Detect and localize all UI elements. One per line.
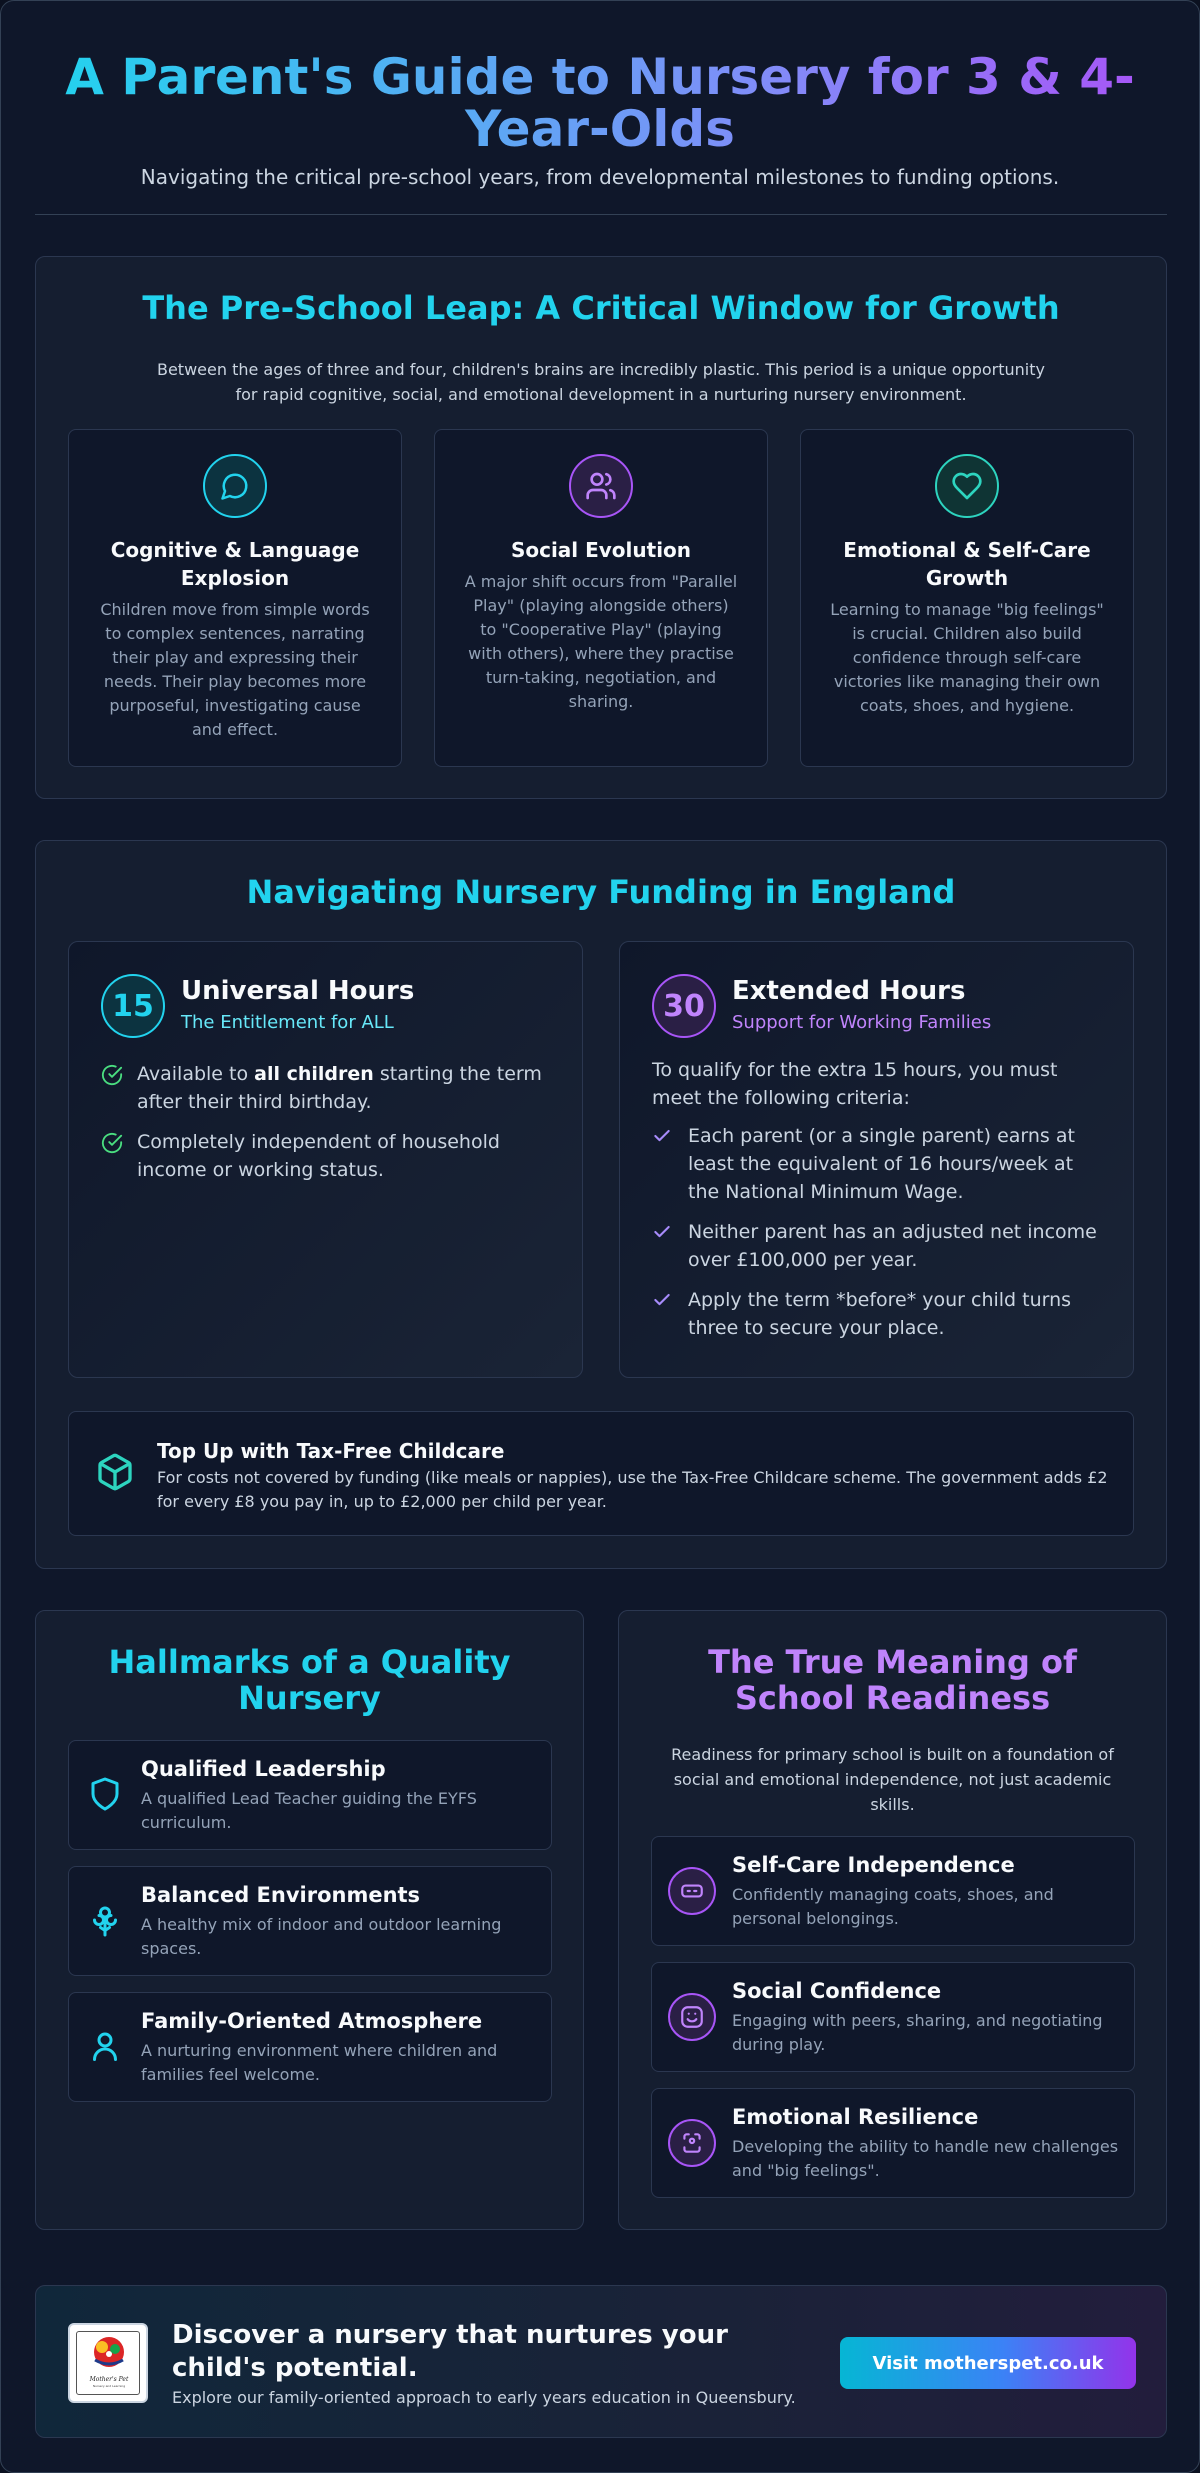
box-text: For costs not covered by funding (like meals or nappies), use the Tax-Free Childcare scheme. The government adds £2 for every £8 you pay in, up to £2,000 per child per year.: [157, 1468, 1108, 1511]
item-title: Emotional Resilience: [732, 2105, 979, 2129]
item-text: Developing the ability to handle new challenges and "big feelings".: [732, 2137, 1119, 2180]
criteria-list: [101, 1060, 551, 1196]
smile-icon: [668, 1993, 716, 2041]
visit-website-button[interactable]: Visit motherspet.co.uk: [840, 2337, 1136, 2389]
check-icon: [652, 1222, 672, 1250]
card-text: A major shift occurs from "Parallel Play" (playing alongside others) to "Cooperative Play" (playing with others), where they practise turn-taking, negotiation, and sharing.: [464, 572, 738, 711]
card-cognitive: [68, 429, 402, 767]
list-item: Available to all children starting the term after their third birthday.: [101, 1060, 551, 1116]
readiness-item: [651, 1962, 1135, 2072]
hallmark-item: [68, 1992, 552, 2102]
list-item: Completely independent of household income or working status.: [101, 1128, 551, 1184]
speech-bubble-icon: [203, 454, 267, 518]
list-item: Apply the term *before* your child turns three to secure your place.: [652, 1286, 1107, 1342]
list-item: Neither parent has an adjusted net income over £100,000 per year.: [652, 1218, 1107, 1274]
readiness-item: [651, 2088, 1135, 2198]
logo: [68, 2323, 148, 2403]
section-lead: Readiness for primary school is built on a foundation of social and emotional independence, not just academic skills.: [671, 1745, 1114, 1814]
item-text: Engaging with peers, sharing, and negotiating during play.: [732, 2011, 1103, 2054]
shield-icon: [87, 1776, 123, 1816]
card-social: [434, 429, 768, 767]
cta-title: Discover a nursery that nurtures your child's potential.: [172, 2320, 728, 2383]
divider: [35, 214, 1167, 215]
hours-badge: 15: [101, 974, 165, 1038]
hours-badge: 30: [652, 974, 716, 1038]
card-title: Cognitive & Language Explosion: [110, 538, 360, 590]
item-title: Social Confidence: [732, 1979, 942, 2003]
readiness-section: [618, 1610, 1167, 2230]
extended-hours-card: [619, 941, 1134, 1378]
check-circle-icon: [101, 1064, 123, 1094]
tree-icon: [87, 1902, 123, 1942]
hallmark-item: [68, 1740, 552, 1850]
heart-icon: [935, 454, 999, 518]
funding-section: [35, 840, 1167, 1569]
person-icon: [87, 2028, 123, 2068]
check-icon: [652, 1290, 672, 1318]
card-text: Children move from simple words to complex sentences, narrating their play and expressing their needs. Their play becomes more purposeful, investigating cause and effect.: [100, 600, 370, 739]
criteria-intro: To qualify for the extra 15 hours, you must meet the following criteria:: [652, 1059, 1058, 1109]
item-title: Self-Care Independence: [732, 1853, 1015, 1877]
page-subtitle: Navigating the critical pre-school years, from developmental milestones to funding options.: [140, 165, 1060, 189]
section-title: The True Meaning of School Readiness: [708, 1643, 1077, 1717]
section-title: Navigating Nursery Funding in England: [246, 873, 956, 911]
card-title: Emotional & Self-Care Growth: [843, 538, 1091, 590]
section-title: The Pre-School Leap: A Critical Window for Growth: [142, 289, 1060, 327]
page-title: A Parent's Guide to Nursery for 3 & 4-Year-Olds: [45, 51, 1155, 155]
resilience-icon: [668, 2119, 716, 2167]
card-title: Social Evolution: [510, 538, 692, 562]
cta-banner: [35, 2285, 1167, 2438]
item-title: Qualified Leadership: [141, 1757, 386, 1781]
leap-section: [35, 256, 1167, 799]
check-circle-icon: [101, 1132, 123, 1162]
tax-free-childcare-box: [68, 1411, 1134, 1536]
check-icon: [652, 1126, 672, 1154]
criteria-list: [652, 1122, 1107, 1354]
list-item: Each parent (or a single parent) earns at least the equivalent of 16 hours/week at the National Minimum Wage.: [652, 1122, 1107, 1206]
card-subtitle: Support for Working Families: [732, 1012, 992, 1033]
item-title: Family-Oriented Atmosphere: [141, 2009, 483, 2033]
card-title: Universal Hours: [181, 976, 415, 1006]
card-subtitle: The Entitlement for ALL: [181, 1012, 394, 1033]
logo-subtitle: Nursery and Learning: [92, 2384, 126, 2388]
card-text: Learning to manage "big feelings" is crucial. Children also build confidence through self-care victories like managing their own coats, shoes, and hygiene.: [830, 600, 1104, 715]
item-text: A healthy mix of indoor and outdoor learning spaces.: [141, 1915, 502, 1958]
item-text: Confidently managing coats, shoes, and personal belongings.: [732, 1885, 1054, 1928]
hallmark-item: [68, 1866, 552, 1976]
logo-title: Mother's Pet: [89, 2376, 129, 2383]
glasses-icon: [668, 1867, 716, 1915]
hero: [1, 1, 1199, 189]
section-title: Hallmarks of a Quality Nursery: [108, 1643, 511, 1717]
readiness-item: [651, 1836, 1135, 1946]
box-title: Top Up with Tax-Free Childcare: [157, 1439, 505, 1463]
item-text: A nurturing environment where children and families feel welcome.: [141, 2041, 498, 2084]
users-icon: [569, 454, 633, 518]
cta-text: Explore our family-oriented approach to early years education in Queensbury.: [172, 2388, 796, 2407]
universal-hours-card: [68, 941, 583, 1378]
card-emotional: [800, 429, 1134, 767]
box-icon: [95, 1452, 135, 1496]
logo-image: [77, 2332, 141, 2376]
card-title: Extended Hours: [732, 976, 966, 1006]
section-lead: Between the ages of three and four, children's brains are incredibly plastic. This period is a unique opportunity for rapid cognitive, social, and emotional development in a nurturing nursery environment.: [156, 360, 1045, 404]
item-title: Balanced Environments: [141, 1883, 421, 1907]
hallmarks-section: [35, 1610, 584, 2230]
item-text: A qualified Lead Teacher guiding the EYFS curriculum.: [141, 1789, 477, 1832]
